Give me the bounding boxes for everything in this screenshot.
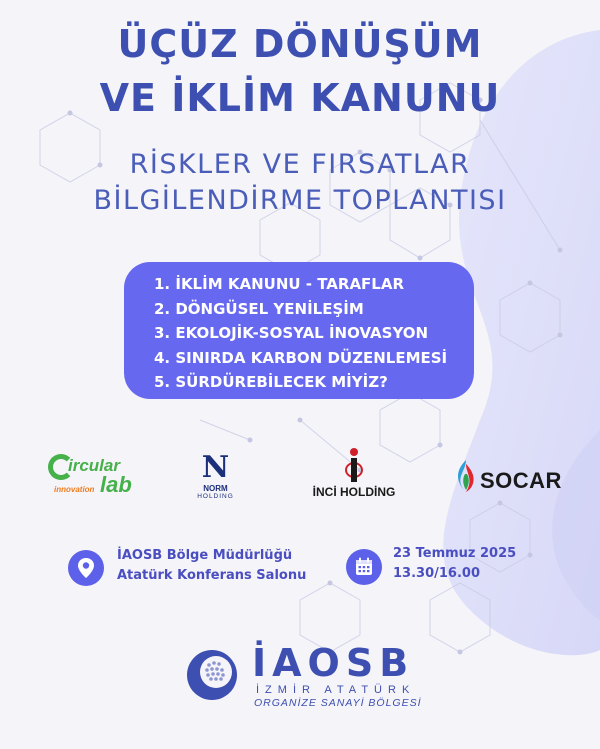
socar-logo [450,458,580,498]
norm-logo-name: NORM [203,484,228,493]
agenda-item-1: 1. İKLİM KANUNU - TARAFLAR [154,275,405,293]
agenda-item-5: 5. SÜRDÜREBİLECEK MİYİZ? [154,373,388,391]
iaosb-logo-city: İZMİR ATATÜRK [256,684,416,696]
event-time: 13.30/16.00 [393,566,480,581]
norm-logo-mark: N [201,450,230,485]
agenda-item-4: 4. SINIRDA KARBON DÜZENLEMESİ [154,348,448,367]
agenda-box [124,262,474,399]
socar-flame-icon [452,458,480,494]
inci-logo-name: İNCİ HOLDİNG [312,485,396,499]
location-line-2: Atatürk Konferans Salonu [117,568,307,583]
norm-logo-sub: HOLDING [197,493,234,500]
subtitle-line-1: RİSKLER VE FIRSATLAR [129,149,471,180]
circular-lab-logo [48,452,143,502]
agenda-item-2: 2. DÖNGÜSEL YENİLEŞİM [154,299,364,318]
iaosb-emblem-icon [185,648,239,702]
iaosb-logo-org: ORGANİZE SANAYİ BÖLGESİ [254,697,422,709]
norm-holding-logo [188,452,243,508]
title-line-2: VE İKLİM KANUNU [99,76,501,120]
socar-logo-name: SOCAR [480,468,562,493]
inci-holding-logo [304,448,404,503]
schedule-info [393,544,516,584]
circular-logo-word: ircular [68,456,120,475]
location-line-1: İAOSB Bölge Müdürlüğü [117,548,293,563]
circular-logo-lab: lab [100,472,132,497]
calendar-icon [346,549,382,585]
circular-logo-sub: innovation [54,485,95,494]
event-date: 23 Temmuz 2025 [393,546,517,561]
title-line-1: ÜÇÜZ DÖNÜŞÜM [117,22,483,66]
iaosb-logo-name: İAOSB [252,641,415,685]
location-info [117,546,306,586]
location-pin-icon [68,550,104,586]
agenda-item-3: 3. EKOLOJİK-SOSYAL İNOVASYON [154,324,429,342]
subtitle-line-2: BİLGİLENDİRME TOPLANTISI [93,185,507,216]
inci-logo-mark [347,448,361,482]
